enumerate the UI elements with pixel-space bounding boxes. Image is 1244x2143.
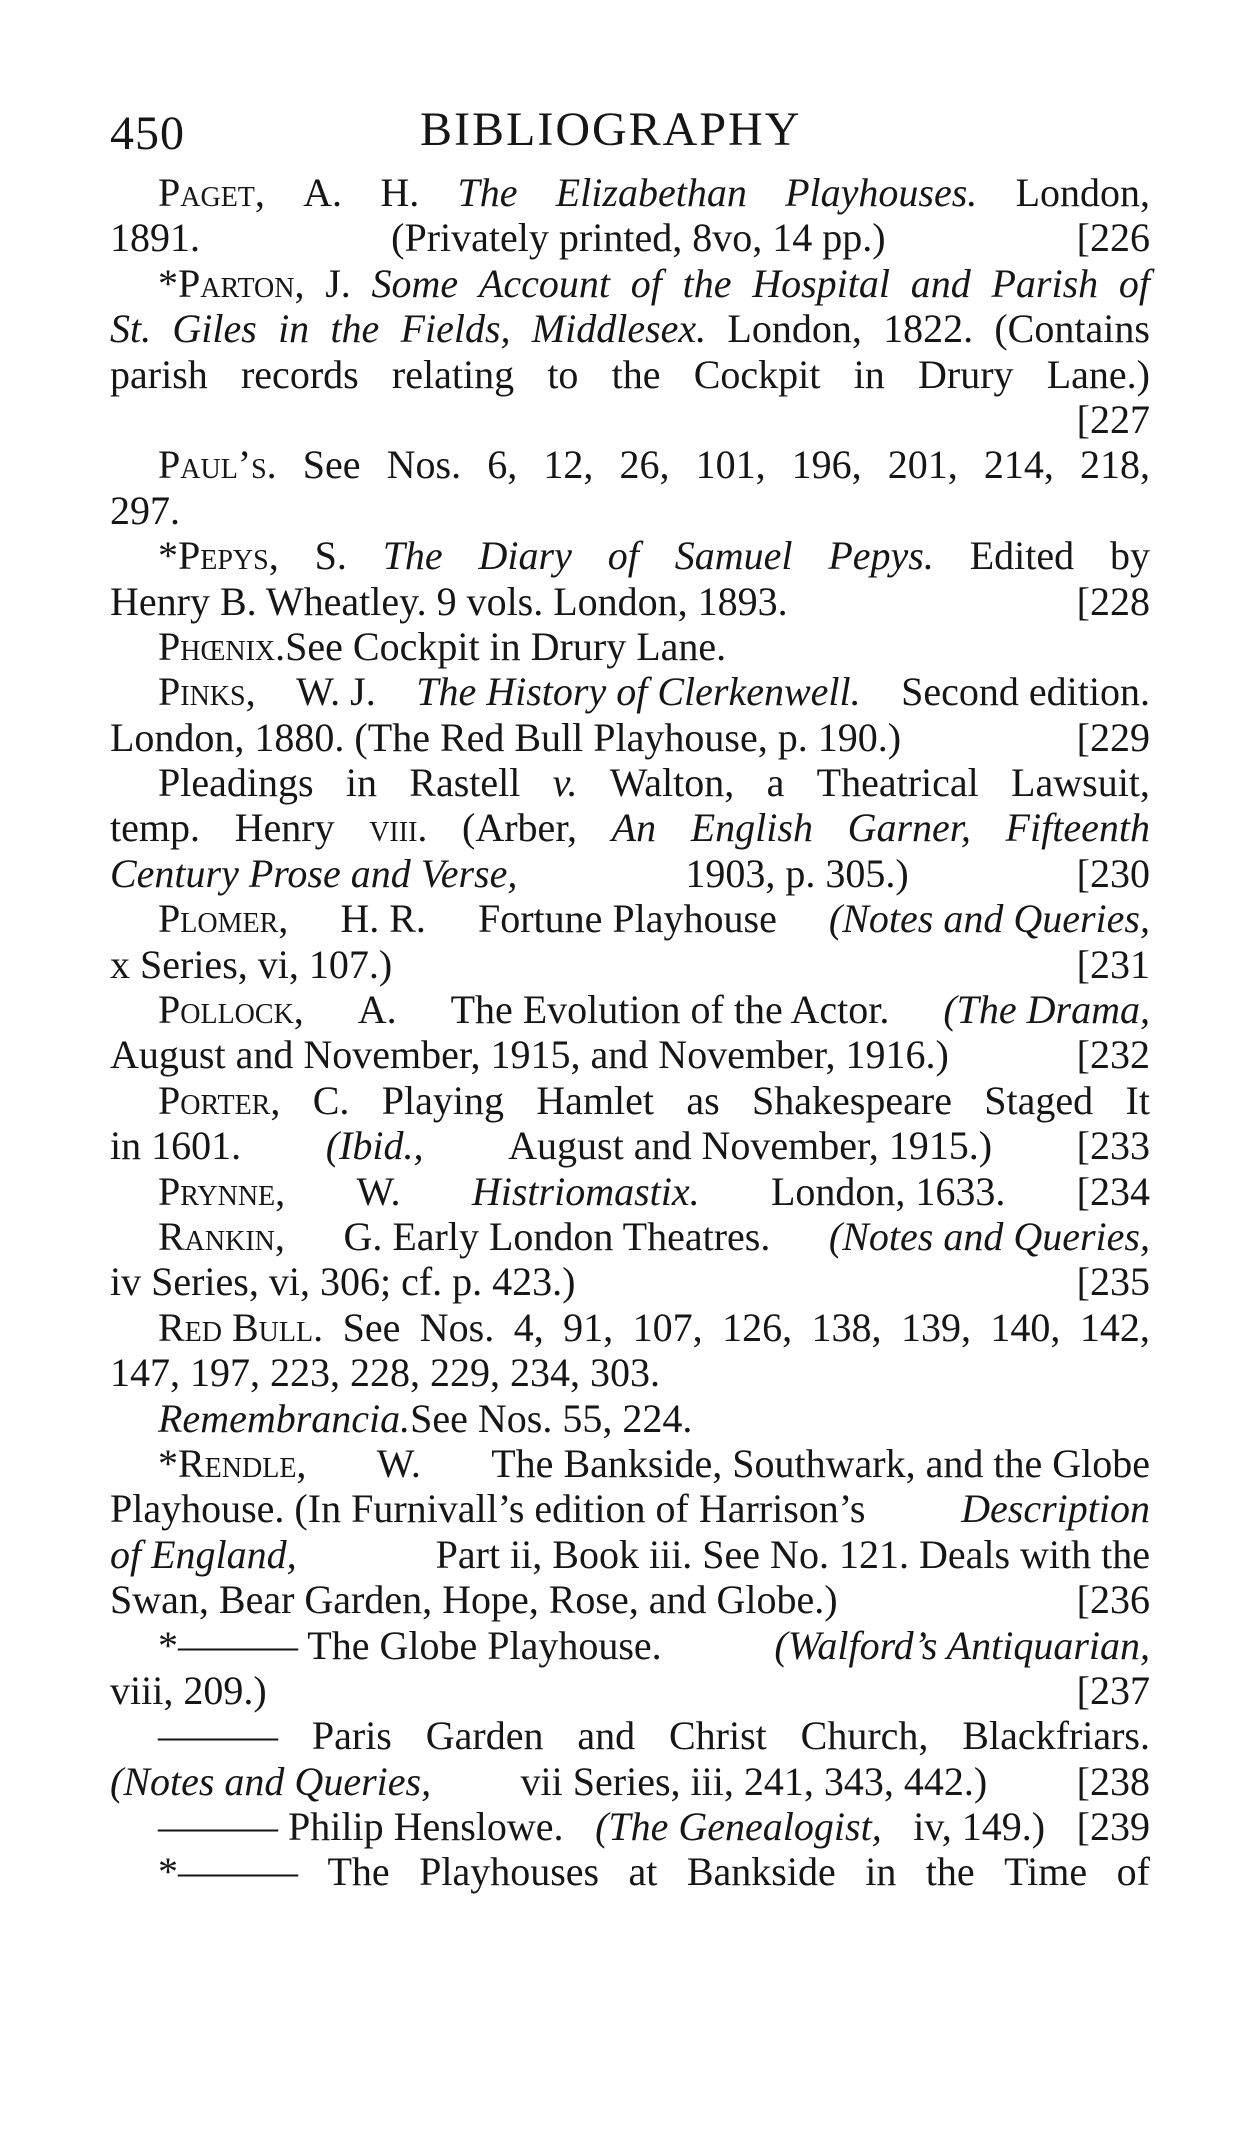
text-run: temp.	[110, 805, 200, 851]
text-run: [238	[1076, 1758, 1150, 1804]
text-run: Rastell	[409, 760, 521, 806]
text-run: x Series, vi, 107.)	[110, 941, 393, 987]
text-run: and	[577, 1713, 636, 1759]
text-run: 214,	[983, 442, 1054, 488]
text-line	[110, 1441, 1150, 1486]
bibliography-entries	[110, 170, 1150, 1895]
text-run: Parish	[991, 260, 1099, 306]
text-run: London,	[727, 306, 862, 352]
text-run: (The Drama,	[943, 987, 1150, 1033]
text-line	[110, 261, 1150, 306]
text-run: (Notes and Queries,	[828, 896, 1150, 942]
text-run: viii.	[369, 805, 428, 851]
text-run: See	[342, 1304, 401, 1350]
text-run: *Rendle,	[158, 1440, 307, 1486]
text-run: 196,	[791, 442, 862, 488]
text-run: The Evolution of the Actor.	[450, 987, 890, 1033]
page-number: 450	[110, 107, 185, 160]
text-line	[110, 1259, 1150, 1304]
text-run: Fields,	[400, 306, 511, 352]
text-run: [233	[1076, 1123, 1150, 1169]
text-run: [236	[1076, 1577, 1150, 1623]
text-run: Part ii, Book iii. See No. 121. Deals with the	[435, 1531, 1150, 1577]
text-run: [234	[1076, 1168, 1150, 1214]
text-run: [237	[1076, 1667, 1150, 1713]
text-run: Porter,	[158, 1077, 281, 1123]
text-run: a	[766, 760, 785, 806]
text-line	[110, 760, 1150, 805]
text-line	[110, 1214, 1150, 1259]
text-run: [239	[1076, 1804, 1150, 1850]
text-run: in 1601.	[110, 1123, 242, 1169]
text-run: 126,	[722, 1304, 793, 1350]
text-run: 140,	[990, 1304, 1061, 1350]
text-line	[110, 442, 1150, 487]
text-run: 91,	[563, 1304, 614, 1350]
text-run: Christ	[668, 1713, 767, 1759]
text-run: Playhouses	[419, 1849, 600, 1895]
text-run: in	[865, 1849, 897, 1895]
text-run: the	[330, 306, 380, 352]
text-run: 6,	[487, 442, 518, 488]
text-run: ———	[158, 1713, 278, 1759]
text-run: Lawsuit,	[1011, 760, 1150, 806]
text-run: J.	[325, 260, 351, 306]
text-run: (Notes and Queries,	[828, 1213, 1150, 1259]
text-run: Playhouse. (In Furnivall’s edition of Harrison’s	[110, 1486, 866, 1532]
page-header	[110, 100, 1150, 170]
text-run: London, 1633.	[770, 1168, 1006, 1214]
text-run: the	[611, 351, 661, 397]
text-line	[110, 488, 1150, 533]
text-run: (Contains	[994, 306, 1150, 352]
text-run: Paget,	[158, 170, 265, 215]
text-run: the	[682, 260, 732, 306]
text-line	[110, 942, 1150, 987]
text-run: *Parton,	[158, 260, 305, 306]
text-line	[110, 1123, 1150, 1168]
text-run: S.	[314, 533, 347, 579]
text-run: Hamlet	[536, 1077, 655, 1123]
book-page	[110, 100, 1150, 1895]
text-run: Henry B. Wheatley. 9 vols. London, 1893.	[110, 578, 788, 624]
text-run: 101,	[695, 442, 766, 488]
text-run: H. R.	[340, 896, 426, 942]
text-run: A.	[303, 170, 343, 215]
text-run: Henry	[234, 805, 335, 851]
text-run: 297.	[110, 487, 180, 533]
text-run: Fifteenth	[1005, 805, 1150, 851]
text-run: Some	[371, 260, 459, 306]
text-line	[110, 170, 1150, 215]
text-run: Paul’s.	[158, 442, 277, 488]
text-run: Church,	[800, 1713, 929, 1759]
text-line	[110, 1759, 1150, 1804]
text-run: Swan, Bear Garden, Hope, Rose, and Globe.)	[110, 1577, 838, 1623]
running-head: BIBLIOGRAPHY	[420, 103, 802, 156]
text-run: to	[547, 351, 579, 397]
text-run: 4,	[513, 1304, 544, 1350]
text-run: parish	[110, 351, 208, 397]
text-run: Red Bull.	[158, 1304, 324, 1350]
text-line	[110, 1668, 1150, 1713]
text-run: (Privately printed, 8vo, 14 pp.)	[391, 215, 886, 261]
text-run: Lane.)	[1046, 351, 1150, 397]
text-run: It	[1125, 1077, 1150, 1123]
text-run: iv Series, vi, 306; cf. p. 423.)	[110, 1259, 576, 1305]
text-run: Prynne,	[158, 1168, 286, 1214]
text-run: Rankin,	[158, 1213, 285, 1259]
text-run: Middlesex.	[531, 306, 707, 352]
text-line	[110, 1350, 1150, 1395]
text-line	[110, 987, 1150, 1032]
text-run: Elizabethan	[555, 170, 747, 215]
text-run: [228	[1076, 578, 1150, 624]
text-run: English	[690, 805, 813, 851]
text-run: [230	[1076, 850, 1150, 896]
text-run: Nos.	[386, 442, 462, 488]
text-run: v.	[552, 760, 578, 806]
text-run: Second edition.	[901, 669, 1150, 715]
text-line	[110, 1804, 1150, 1849]
text-run: 218,	[1080, 442, 1150, 488]
text-run: in	[345, 760, 377, 806]
text-run: Garden	[425, 1713, 544, 1759]
text-run: Description	[961, 1486, 1150, 1532]
text-run: St.	[110, 306, 152, 352]
text-line	[110, 1713, 1150, 1758]
text-run: (Notes and Queries,	[110, 1758, 432, 1804]
text-run: Drury	[917, 351, 1014, 397]
text-run: of England,	[110, 1531, 297, 1577]
text-run: 1891.	[110, 215, 200, 261]
text-line	[110, 1305, 1150, 1350]
text-run: Theatrical	[816, 760, 979, 806]
text-run: Shakespeare	[752, 1077, 952, 1123]
text-run: Pollock,	[158, 987, 304, 1033]
text-run: The History of Clerkenwell.	[416, 669, 861, 715]
text-run: (Arber,	[462, 805, 578, 851]
text-run: [229	[1076, 714, 1150, 760]
text-line	[110, 1849, 1150, 1894]
text-run: 1903, p. 305.)	[685, 850, 909, 896]
text-run: 138,	[811, 1304, 882, 1350]
text-run: *Pepys,	[158, 533, 279, 579]
text-run: 201,	[887, 442, 958, 488]
text-run: See	[302, 442, 361, 488]
text-run: (Walford’s Antiquarian,	[774, 1622, 1150, 1668]
text-run: Paris	[311, 1713, 392, 1759]
text-run: of	[1118, 260, 1150, 306]
text-run: Playing	[381, 1077, 504, 1123]
text-run: *——— The Globe Playhouse.	[158, 1622, 662, 1668]
text-line	[110, 805, 1150, 850]
text-run: Histriomastix.	[471, 1168, 700, 1214]
text-run: H.	[380, 170, 420, 215]
text-line	[110, 1169, 1150, 1214]
text-run: *———	[158, 1849, 298, 1895]
text-line	[110, 1032, 1150, 1077]
text-run: A.	[357, 987, 397, 1033]
text-run: 147, 197, 223, 228, 229, 234, 303.	[110, 1350, 660, 1396]
text-run: by	[1110, 533, 1150, 579]
text-run: in	[278, 306, 310, 352]
text-run: iv, 149.)	[913, 1804, 1046, 1850]
text-run: 139,	[900, 1304, 971, 1350]
text-run: An	[611, 805, 657, 851]
text-run: The	[382, 533, 443, 579]
text-run: G. Early London Theatres.	[343, 1213, 771, 1259]
text-run: Pepys.	[828, 533, 934, 579]
text-run: at	[628, 1849, 658, 1895]
text-run: Walton,	[609, 760, 735, 806]
text-run: 26,	[619, 442, 670, 488]
text-run: Playhouses.	[785, 170, 978, 215]
text-run: Staged	[984, 1077, 1094, 1123]
text-run: 107,	[632, 1304, 703, 1350]
text-run: Garner,	[847, 805, 971, 851]
text-run: records	[240, 351, 359, 397]
text-run: Diary	[478, 533, 572, 579]
text-run: Plomer,	[158, 896, 289, 942]
text-run: Century Prose and Verse,	[110, 850, 518, 896]
text-run: viii, 209.)	[110, 1667, 267, 1713]
text-run: Giles	[172, 306, 257, 352]
text-run: and	[910, 260, 971, 306]
text-run: ——— Philip Henslowe.	[158, 1804, 564, 1850]
text-line	[110, 1486, 1150, 1531]
text-run: 12,	[543, 442, 594, 488]
text-line	[110, 1078, 1150, 1123]
text-run: relating	[391, 351, 515, 397]
text-run: Nos.	[419, 1304, 495, 1350]
text-run: August and November, 1915.)	[508, 1123, 993, 1169]
text-line	[110, 306, 1150, 351]
text-run: [226	[1076, 215, 1150, 261]
text-run: Pinks,	[158, 669, 256, 715]
text-line	[110, 715, 1150, 760]
text-run: London, 1880. (The Red Bull Playhouse, p. 190.)	[110, 714, 902, 760]
text-run: See Nos. 55, 224.	[410, 1395, 693, 1441]
text-line	[110, 851, 1150, 896]
text-run: of	[1116, 1849, 1150, 1895]
text-run: vii Series, iii, 241, 343, 442.)	[520, 1758, 988, 1804]
text-run: See Cockpit in Drury Lane.	[285, 623, 727, 669]
text-run: The	[457, 170, 518, 215]
text-run: Account	[478, 260, 610, 306]
text-run: London,	[1015, 170, 1150, 215]
text-run: Phœnix.	[158, 623, 286, 669]
text-run: (The Genealogist,	[595, 1804, 882, 1850]
text-run: Pleadings	[158, 760, 314, 806]
text-run: 1822.	[883, 306, 974, 352]
text-run: W.	[376, 1440, 421, 1486]
text-line	[110, 1532, 1150, 1577]
text-line	[110, 533, 1150, 578]
text-run: Samuel	[674, 533, 793, 579]
text-run: (Ibid.,	[325, 1123, 424, 1169]
text-line	[110, 579, 1150, 624]
text-run: as	[686, 1077, 720, 1123]
text-run: The Bankside, Southwark, and the Globe	[491, 1440, 1150, 1486]
text-run: Remembrancia.	[158, 1395, 411, 1441]
text-line	[110, 1396, 1150, 1441]
text-run: Bankside	[686, 1849, 836, 1895]
text-line	[110, 1623, 1150, 1668]
text-run: Blackfriars.	[962, 1713, 1150, 1759]
text-run: C.	[312, 1077, 350, 1123]
text-run: August and November, 1915, and November, 1916.)	[110, 1032, 949, 1078]
text-line	[110, 397, 1150, 442]
text-line	[110, 896, 1150, 941]
text-line	[110, 1577, 1150, 1622]
text-run: of	[607, 533, 639, 579]
text-run: [235	[1076, 1259, 1150, 1305]
text-run: the	[925, 1849, 975, 1895]
text-run: Fortune Playhouse	[477, 896, 777, 942]
text-run: Time	[1004, 1849, 1088, 1895]
text-line	[110, 352, 1150, 397]
text-run: of	[630, 260, 662, 306]
text-run: Cockpit	[693, 351, 821, 397]
text-line	[110, 669, 1150, 714]
text-run: Hospital	[752, 260, 890, 306]
text-run: W. J.	[296, 669, 376, 715]
text-run: in	[853, 351, 885, 397]
text-line	[110, 624, 1150, 669]
text-run: Edited	[969, 533, 1075, 579]
text-run: [227	[1076, 396, 1150, 442]
text-run: The	[327, 1849, 390, 1895]
text-line	[110, 215, 1150, 260]
text-run: 142,	[1079, 1304, 1150, 1350]
text-run: [232	[1076, 1032, 1150, 1078]
text-run: W.	[356, 1168, 401, 1214]
text-run: [231	[1076, 941, 1150, 987]
